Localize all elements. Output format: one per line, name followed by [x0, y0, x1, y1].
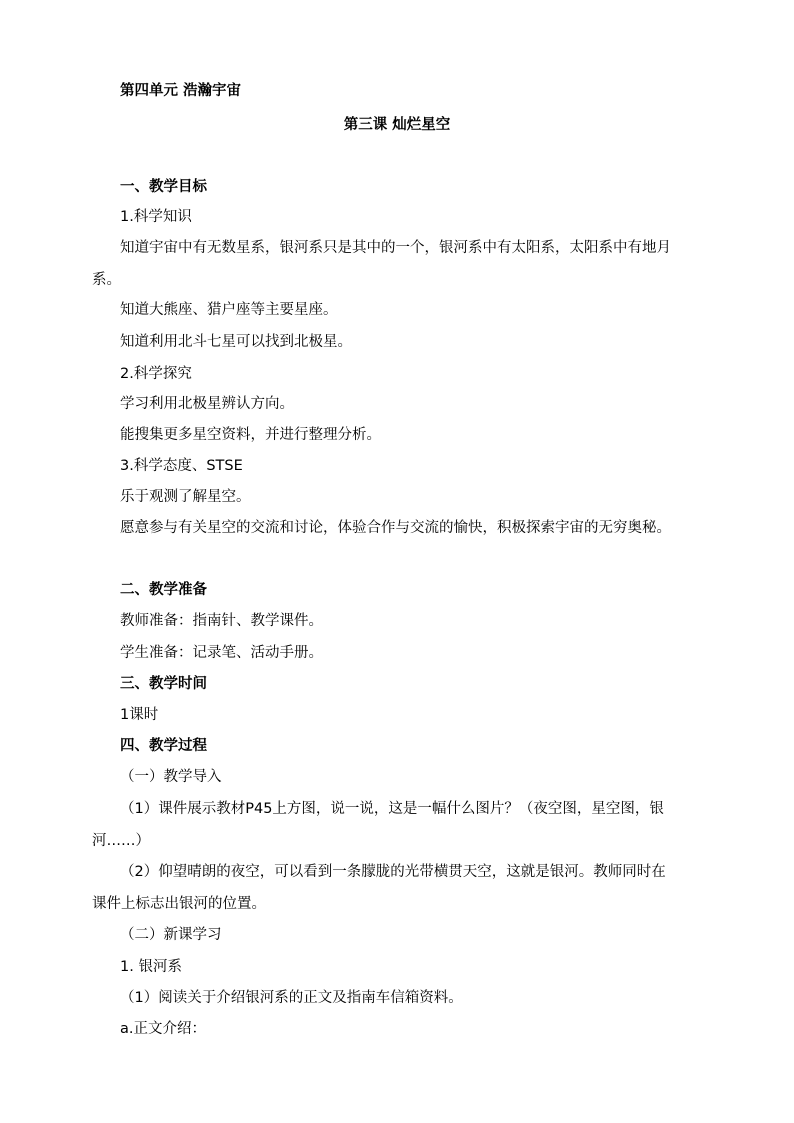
list-item: 1. 银河系 — [120, 959, 182, 975]
section-heading-time: 三、教学时间 — [120, 676, 207, 692]
paragraph: 学习利用北极星辨认方向。 — [120, 396, 294, 412]
section-heading-objectives: 一、教学目标 — [120, 179, 207, 195]
paragraph: 学生准备：记录笔、活动手册。 — [120, 645, 323, 661]
section-heading-process: 四、教学过程 — [120, 738, 207, 754]
subheading-science-inquiry: 2.科学探究 — [120, 366, 192, 382]
lesson-title: 第三课 灿烂星空 — [343, 117, 451, 133]
paragraph: 知道利用北斗七星可以找到北极星。 — [120, 334, 352, 350]
paragraph: 知道宇宙中有无数星系，银河系只是其中的一个，银河系中有太阳系，太阳系中有地月系。 — [92, 240, 671, 288]
section-heading-preparation: 二、教学准备 — [120, 582, 207, 598]
paragraph: 1课时 — [120, 707, 159, 723]
paragraph: 知道大熊座、猎户座等主要星座。 — [120, 302, 338, 318]
paragraph: 教师准备：指南针、教学课件。 — [120, 613, 323, 629]
unit-title: 第四单元 浩瀚宇宙 — [120, 83, 242, 99]
subheading-science-knowledge: 1.科学知识 — [120, 209, 192, 225]
paragraph: 能搜集更多星空资料，并进行整理分析。 — [120, 427, 381, 443]
paragraph: （2）仰望晴朗的夜空，可以看到一条朦胧的光带横贯天空，这就是银河。教师同时在课件上标志出银河的位置。 — [92, 864, 666, 912]
paragraph: 乐于观测了解星空。 — [120, 489, 251, 505]
paragraph: （1）阅读关于介绍银河系的正文及指南车信箱资料。 — [120, 990, 463, 1006]
subheading-science-attitude: 3.科学态度、STSE — [120, 458, 243, 474]
subheading-introduction: （一）教学导入 — [120, 769, 222, 785]
paragraph: a.正文介绍： — [120, 1021, 206, 1037]
paragraph: （1）课件展示教材P45上方图，说一说，这是一幅什么图片？（夜空图，星空图，银河……） — [92, 801, 664, 849]
subheading-new-lesson: （二）新课学习 — [120, 927, 222, 943]
paragraph: 愿意参与有关星空的交流和讨论，体验合作与交流的愉快，积极探索宇宙的无穷奥秘。 — [120, 520, 671, 536]
